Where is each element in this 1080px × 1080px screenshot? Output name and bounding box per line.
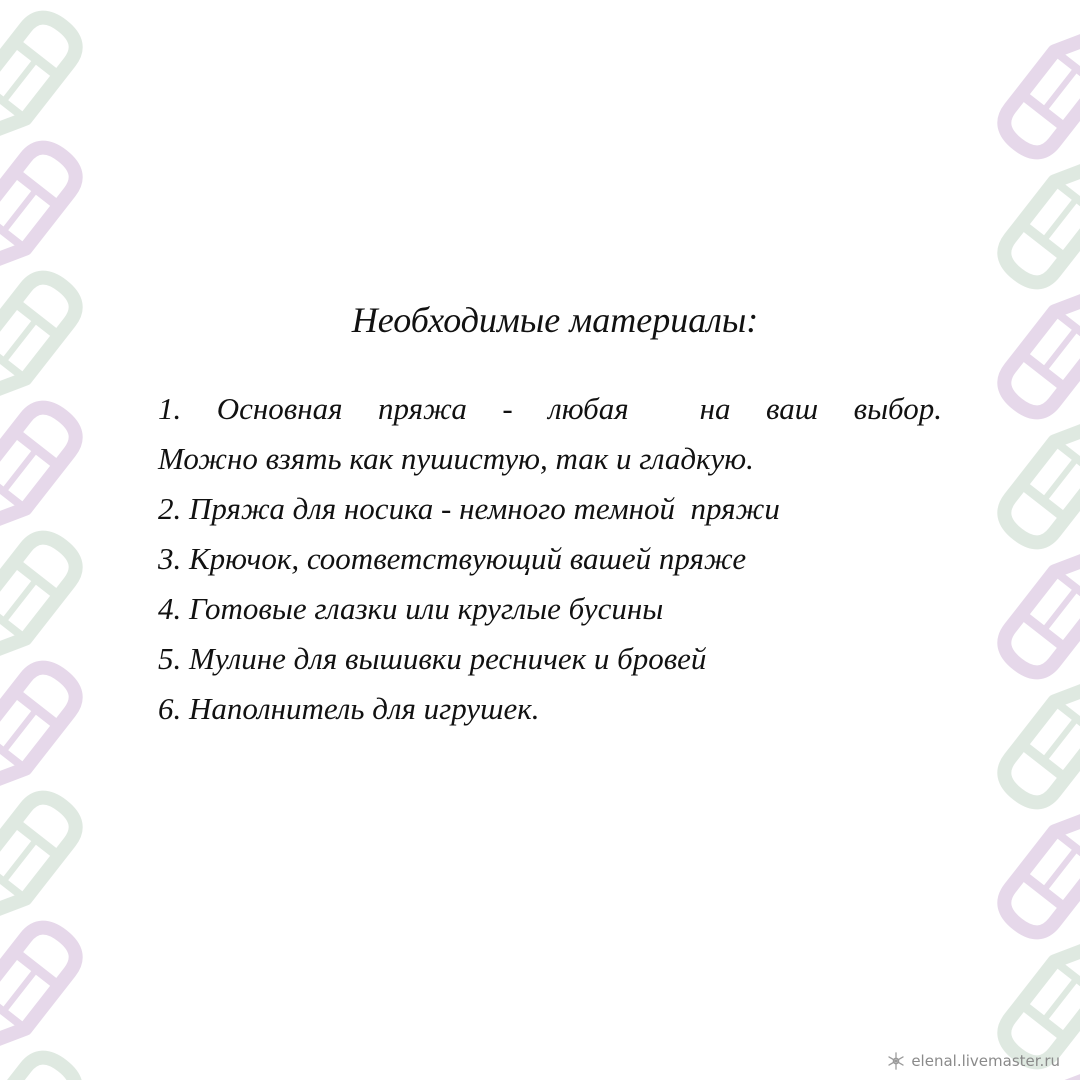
page-title: Необходимые материалы: [351,300,759,340]
pencil-icon [995,795,1080,941]
list-item: 2. Пряжа для носика - немного темной пряжи [158,491,780,526]
right-pencil-border [960,0,1080,1080]
materials-list [158,384,942,734]
pencil-icon [0,659,85,805]
watermark-text: elenal.livemaster.ru [911,1052,1060,1070]
snowflake-icon [887,1052,905,1070]
list-item: 4. Готовые глазки или круглые бусины [158,591,664,626]
pencil-icon [995,535,1080,681]
pencil-icon [995,275,1080,421]
pencil-icon [995,665,1080,811]
pencil-icon [995,405,1080,551]
pencil-icon [0,1049,85,1080]
left-pencil-border [0,0,120,1080]
pencil-icon [0,919,85,1065]
pencil-icon [0,399,85,545]
list-item: Можно взять как пушистую, так и гладкую. [158,441,754,476]
watermark [887,1052,1060,1070]
list-item: 3. Крючок, соответствующий вашей пряже [158,541,747,576]
pencil-icon [0,789,85,935]
pencil-icon [995,145,1080,291]
pencil-icon [995,925,1080,1071]
list-item: 6. Наполнитель для игрушек. [158,691,540,726]
pencil-icon [0,139,85,285]
list-item: 5. Мулине для вышивки ресничек и бровей [158,641,707,676]
pencil-icon [995,15,1080,161]
pencil-icon [0,9,85,155]
pencil-icon [0,269,85,415]
pencil-icon [0,529,85,675]
materials-block [158,290,942,734]
list-item: 1. Основная пряжа - любая на ваш выбор. [158,391,942,426]
